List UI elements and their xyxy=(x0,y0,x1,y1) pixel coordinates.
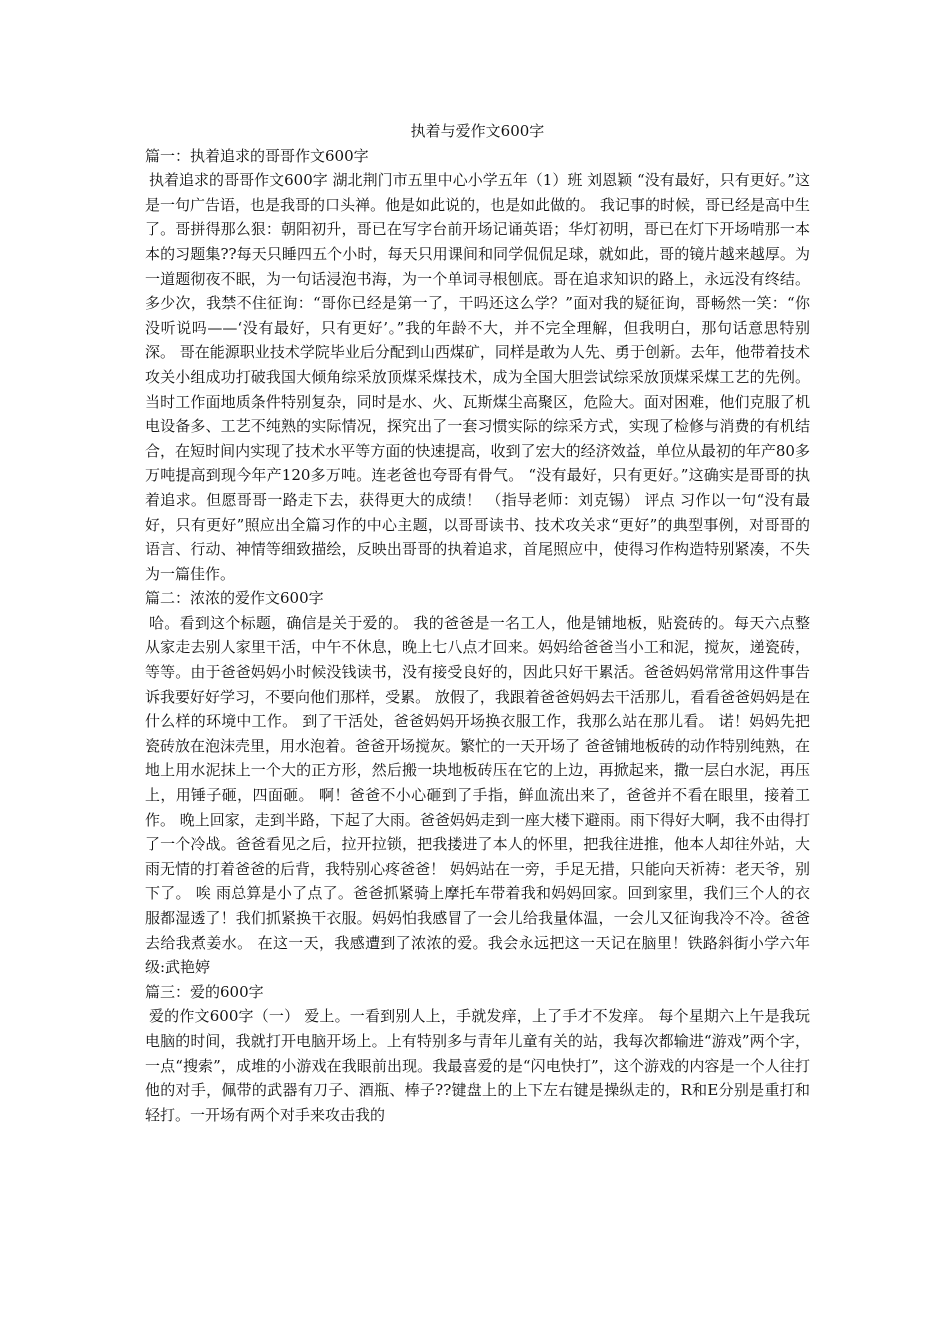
section-body-1: 执着追求的哥哥作文600字 湖北荆门市五里中心小学五年（1）班 刘恩颖 “没有最好，只有更好。”这是一句广告语，也是我哥的口头禅。他是如此说的，也是如此做的。 我记事的时候，哥已经是高中生了。哥拼得那么狠：朝阳初升，哥已在写字台前开场记诵英语；华灯初明，哥已在灯下开场啃那一本本的习题集??每天只睡四五个小时，每天只用课间和同学侃侃足球，就如此，哥的镜片越来越厚。为一道题彻夜不眠，为一句话浸泡书海，为一个单词寻根刨底。哥在追求知识的路上，永远没有终结。多少次，我禁不住征询：“哥你已经是第一了，干吗还这么学？”面对我的疑征询，哥畅然一笑：“你没听说吗——‘没有最好，只有更好’。”我的年龄不大，并不完全理解，但我明白，那句话意思特别深。 哥在能源职业技术学院毕业后分配到山西煤矿，同样是敢为人先、勇于创新。去年，他带着技术攻关小组成功打破我国大倾角综采放顶煤采煤技术，成为全国大胆尝试综采放顶煤采煤工艺的先例。当时工作面地质条件特别复杂，同时是水、火、瓦斯煤尘高聚区，危险大。面对困难，他们克服了机电设备多、工艺不纯熟的实际情况，探究出了一套习惯实际的综采方式，实现了检修与消费的有机结合，在短时间内实现了技术水平等方面的快速提高，收到了宏大的经济效益，单位从最初的年产80多万吨提高到现今年产120多万吨。连老爸也夸哥有骨气。 “没有最好，只有更好。”这确实是哥哥的执着追求。但愿哥哥一路走下去，获得更大的成绩！ （指导老师：刘克锡） 评点 习作以一句“没有最好，只有更好”照应出全篇习作的中心主题，以哥哥读书、技术攻关求“更好”的典型事例，对哥哥的语言、行动、神情等细致描绘，反映出哥哥的执着追求，首尾照应中，使得习作构造特别紧凑，不失为一篇佳作。 xyxy=(145,171,810,583)
section-heading-2: 篇二：浓浓的爱作文600字 xyxy=(145,589,324,608)
document-title: 执着与爱作文600字 xyxy=(410,122,545,140)
section-body-3: 爱的作文600字（一） 爱上。一看到别人上，手就发痒，上了手才不发痒。 每个星期六上午是我玩电脑的时间，我就打开电脑开场上。上有特别多与青年儿童有关的站，我每次都输进“游戏”两个字，一点“搜索”，成堆的小游戏在我眼前出现。我最喜爱的是“闪电快打”，这个游戏的内容是一个人往打他的对手，佩带的武器有刀子、酒瓶、棒子??键盘上的上下左右键是操纵走的，R和E分别是重打和轻打。一开场有两个对手来攻击我的 xyxy=(145,1007,810,1124)
section-body-2: 哈。看到这个标题，确信是关于爱的。 我的爸爸是一名工人，他是铺地板，贴瓷砖的。每天六点整从家走去别人家里干活，中午不休息，晚上七八点才回来。妈妈给爸爸当小工和泥，搅灰，递瓷砖，等等。由于爸爸妈妈小时候没钱读书，没有接受良好的，因此只好干累活。爸爸妈妈常常用这件事告诉我要好好学习，不要向他们那样，受累。 放假了，我跟着爸爸妈妈去干活那儿，看看爸爸妈妈是在什么样的环境中工作。 到了干活处，爸爸妈妈开场换衣服工作，我那么站在那儿看。 诺！妈妈先把瓷砖放在泡沫壳里，用水泡着。爸爸开场搅灰。繁忙的一天开场了 爸爸铺地板砖的动作特别纯熟，在地上用水泥抹上一个大的正方形，然后搬一块地板砖压在它的上边，再掀起来，撒一层白水泥，再压上，用锤子砸，四面砸。 啊！爸爸不小心砸到了手指，鲜血流出来了，爸爸并不看在眼里，接着工作。 晚上回家，走到半路，下起了大雨。爸爸妈妈走到一座大楼下避雨。雨下得好大啊，我不由得打了一个冷战。爸爸看见之后，拉开拉锁，把我搂进了本人的怀里，把我往进推，他本人却往外站，大雨无情的打着爸爸的后背，我特别心疼爸爸！ 妈妈站在一旁，手足无措，只能向天祈祷：老天爷，别下了。 唉 雨总算是小了点了。爸爸抓紧骑上摩托车带着我和妈妈回家。回到家里，我们三个人的衣服都湿透了！我们抓紧换干衣服。妈妈怕我感冒了一会儿给我量体温，一会儿又征询我冷不冷。爸爸去给我煮姜水。 在这一天，我感遭到了浓浓的爱。我会永远把这一天记在脑里！铁路斜街小学六年级:武艳婷 xyxy=(145,613,810,977)
document-body xyxy=(145,119,810,1127)
section-heading-3: 篇三：爱的600字 xyxy=(145,982,264,1001)
section-heading-1: 篇一：执着追求的哥哥作文600字 xyxy=(145,146,369,165)
